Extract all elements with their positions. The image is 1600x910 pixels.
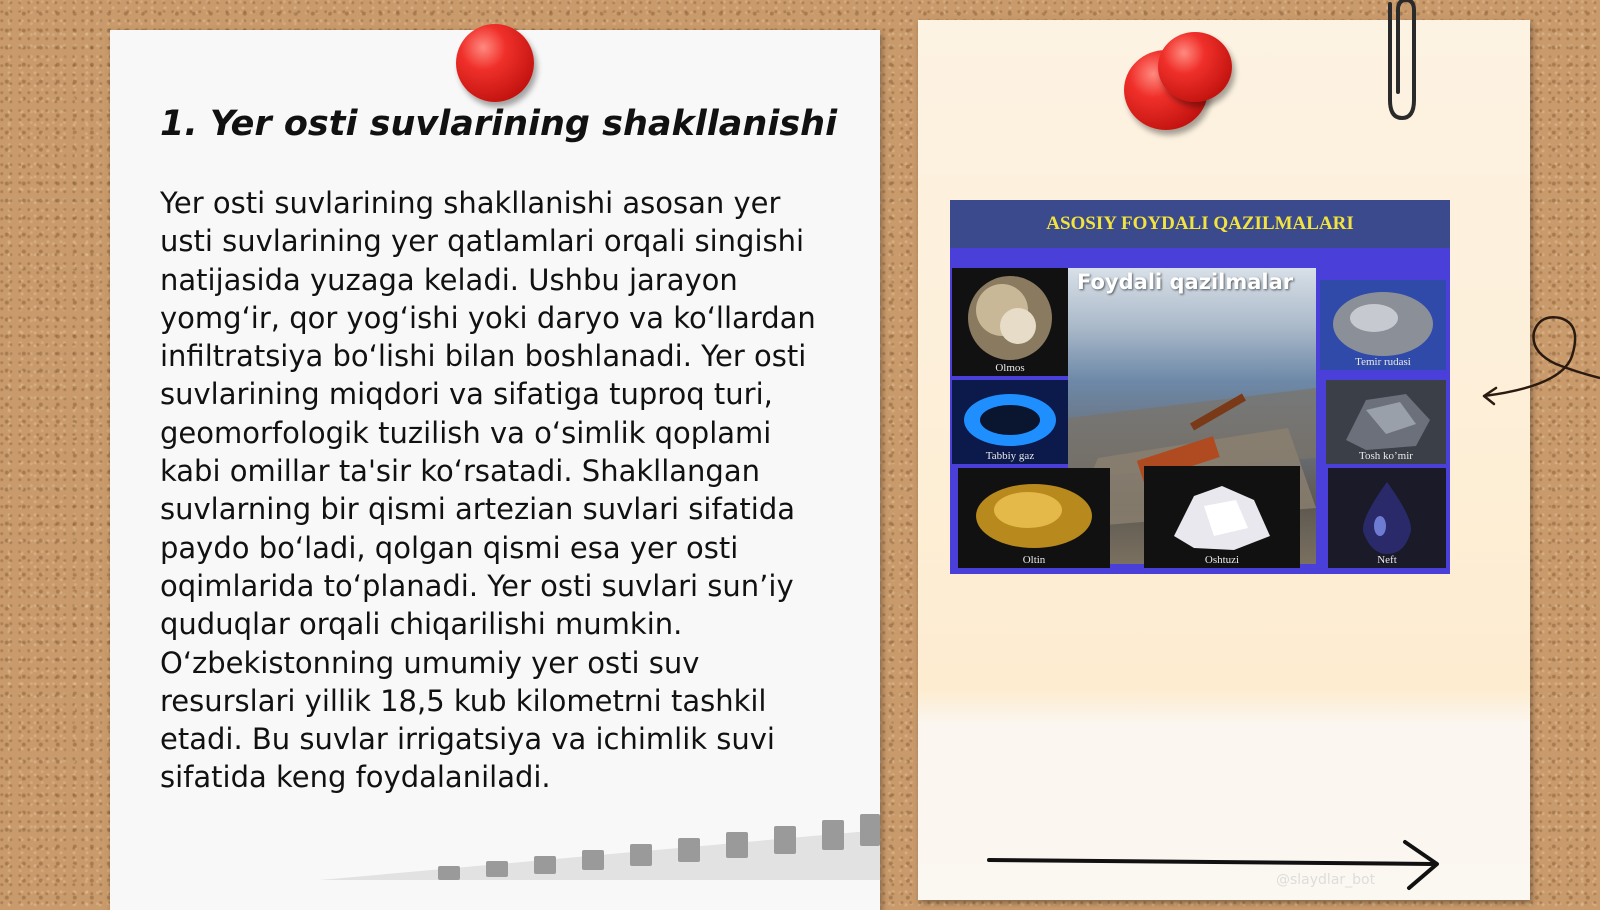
tile-tabbiy-gaz	[952, 380, 1068, 464]
slide-body-text: Yer osti suvlarining shakllanishi asosan yer usti suvlarining yer qatlamlari orqali singishi natijasida yuzaga keladi. Ushbu jarayon yomg‘ir, qor yog‘ishi yoki daryo va ko‘llardan infiltratsiya bo‘lishi bilan boshlanadi. Yer osti suvlarining miqdori va sifatiga tuproq turi, geomorfologik tuzilish va o‘simlik qoplami kabi omillar ta'sir ko‘rsatadi. Shakllangan suvlarning bir qismi artezian suvlari sifatida paydo bo‘ladi, qolgan qismi esa yer osti oqimlarida to‘planadi. Yer osti suvlari sun’iy quduqlar orqali chiqarilishi mumkin. O‘zbekistonning umumiy yer osti suv resurslari yillik 18,5 kub kilometrni tashkil etadi. Bu suvlar irrigatsiya va ichimlik suvi sifatida keng foydalaniladi.	[160, 186, 816, 795]
tile-olmos	[952, 268, 1068, 376]
rock-salt-icon	[1144, 466, 1300, 568]
tile-label: Tosh ko’mir	[1359, 450, 1413, 462]
arrow-right-icon	[985, 838, 1445, 894]
paperclip-icon	[1376, 0, 1420, 124]
minerals-figure	[950, 200, 1450, 574]
watermark-text: @slaydlar_bot	[1276, 872, 1376, 888]
tile-label: Oshtuzi	[1204, 554, 1240, 566]
tile-neft	[1328, 468, 1446, 568]
curly-arrow-icon	[1480, 312, 1600, 412]
oil-drop-icon	[1328, 468, 1446, 568]
tile-label: Neft	[1377, 554, 1397, 566]
tile-oltin	[958, 468, 1110, 568]
slide-heading: 1. Yer osti suvlarining shakllanishi	[160, 104, 838, 144]
figure-subtitle: Foydali qazilmalar	[1077, 270, 1294, 294]
gold-nugget-icon	[958, 468, 1110, 568]
tile-label: Oltin	[1022, 554, 1046, 566]
red-pushpin-right-front	[1158, 32, 1232, 102]
torn-paper-edge	[320, 800, 880, 880]
figure-banner: ASOSIY FOYDALI QAZILMALARI	[950, 200, 1450, 248]
tile-oshtuzi	[1144, 466, 1300, 568]
tile-label: Olmos	[995, 362, 1025, 374]
diamond-crystals-icon	[952, 268, 1068, 376]
tile-label: Temir rudasi	[1355, 356, 1411, 368]
tile-temir-rudasi	[1320, 280, 1446, 370]
tile-label: Tabbiy gaz	[985, 450, 1035, 462]
red-pushpin-left	[456, 24, 534, 102]
tile-tosh-komir	[1326, 380, 1446, 464]
